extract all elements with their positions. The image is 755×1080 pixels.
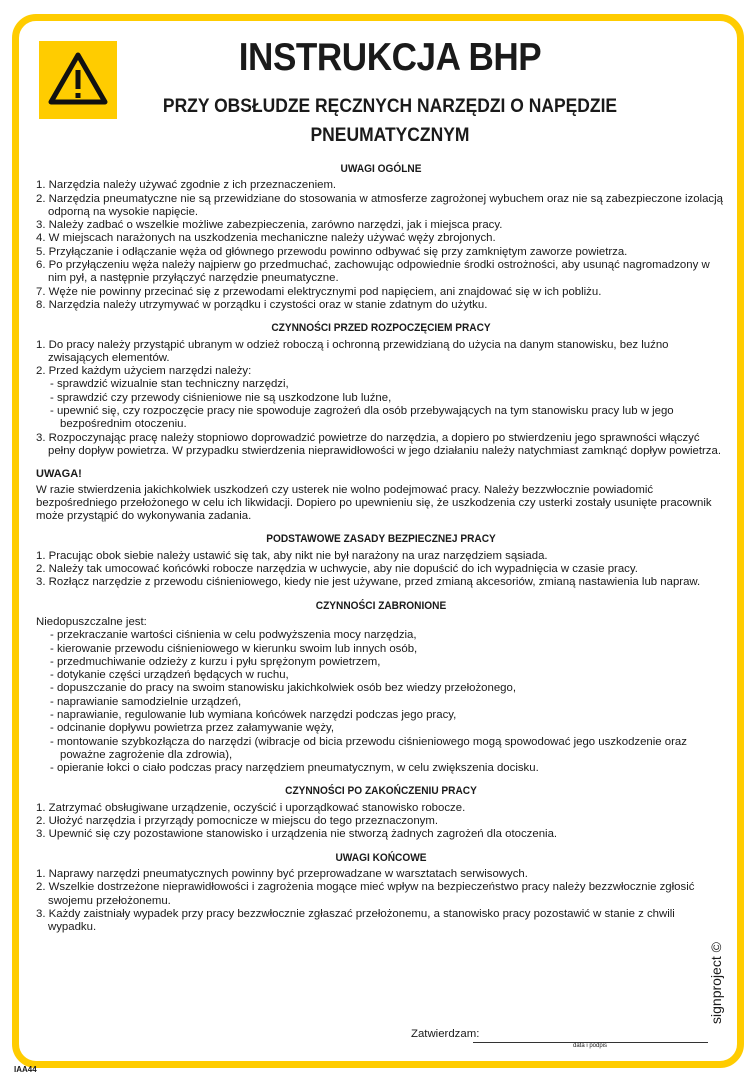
section-general xyxy=(36,163,726,312)
brand-logo: signproject © xyxy=(708,942,724,1024)
section-final xyxy=(36,852,726,935)
product-code: IAA44 xyxy=(14,1065,37,1074)
list-item: 1. Narzędzia należy używać zgodnie z ich przeznaczeniem. xyxy=(36,179,337,192)
subtitle-line: PNEUMATYCZNYM xyxy=(310,125,470,146)
list-item: 3. Należy zadbać o wszelkie możliwe zabezpieczenia, zarówno narzędzi, jak i miejsca pracy. xyxy=(36,219,503,232)
section-heading: UWAGI KOŃCOWE xyxy=(335,851,427,864)
list-item: 1. Pracując obok siebie należy ustawić się tak, aby nikt nie był narażony na uraz narzędziem sąsiada. xyxy=(36,549,548,562)
subtitle-line: PRZY OBSŁUDZE RĘCZNYCH NARZĘDZI O NAPĘDZIE xyxy=(162,96,618,117)
section-rules xyxy=(36,533,726,589)
signature-caption: data i podpis xyxy=(572,1043,608,1049)
list-item: 3. Upewnić się czy pozostawione stanowisko i urządzenia nie stworzą żadnych zagrożeń dla otoczenia. xyxy=(36,828,558,841)
list-item: 1. Do pracy należy przystąpić ubranym w odzież roboczą i ochronną przewidzianą do użycia na danym stanowisku, bez luźno zwisających elementów. xyxy=(36,338,669,364)
section-after-work xyxy=(36,785,726,841)
list-item: 3. Rozpoczynając pracę należy stopniowo doprowadzić powietrze do narzędzia, a dopiero po stwierdzeniu jego sprawności włączyć pełny dopływ powietrza. W przypadku stwierdzenia nieprawidłowości w jego działaniu należy natychmiast zamknąć dopływ powietrza. xyxy=(36,431,721,457)
sub-item: - opieranie łokci o ciało podczas pracy narzędziem pneumatycznym, w celu zwiększenia docisku. xyxy=(50,762,539,775)
list-item: 7. Węże nie powinny przecinać się z przewodami elektrycznymi pod napięciem, ani znajdować się w ich pobliżu. xyxy=(36,285,602,298)
sub-item: - naprawianie samodzielnie urządzeń, xyxy=(50,695,242,708)
list-item: 3. Każdy zaistniały wypadek przy pracy bezzwłocznie zgłaszać przełożonemu, a stanowisko pracy pozostawić w stanie z chwili wypadku. xyxy=(36,907,675,934)
section-heading: CZYNNOŚCI PO ZAKOŃCZENIU PRACY xyxy=(285,785,477,798)
sub-item: - przekraczanie wartości ciśnienia w celu podwyższenia mocy narzędzia, xyxy=(50,629,417,642)
sub-item: - montowanie szybkozłącza do narzędzi (wibracje od bicia przewodu ciśnieniowego mogą spowodować jego uszkodzenie oraz poważne zagrożenie dla zdrowia), xyxy=(50,735,687,761)
list-item: 8. Narzędzia należy utrzymywać w porządku i czystości oraz w stanie zdatnym do użytku. xyxy=(36,298,488,311)
sub-item: - dopuszczanie do pracy na swoim stanowisku jakichkolwiek osób bez wiedzy przełożonego, xyxy=(50,682,516,695)
sub-item: - dotykanie części urządzeń będących w ruchu, xyxy=(50,669,289,682)
list-item: 6. Po przyłączeniu węża należy najpierw go przedmuchać, zachowując odpowiednie środki ostrożności, aby usunąć nagromadzony w nim pył, a następnie przyłączyć narzędzie pneumatyczne. xyxy=(36,259,710,285)
section-warning xyxy=(36,468,726,523)
list-item: 3. Rozłącz narzędzie z przewodu ciśnieniowego, kiedy nie jest używane, przed zmianą akcesoriów, zmianą nastawienia lub napraw. xyxy=(36,576,701,589)
sub-item: - sprawdzić czy przewody ciśnieniowe nie są uszkodzone lub luźne, xyxy=(50,391,392,404)
page-subtitle xyxy=(142,92,639,150)
instruction-content xyxy=(36,163,726,944)
sub-item: - naprawianie, regulowanie lub wymiana końcówek narzędzi podczas jego pracy, xyxy=(50,708,457,721)
list-item: 2. Należy tak umocować końcówki robocze narzędzia w uchwycie, aby nie dopuścić do ich wypadnięcia w czasie pracy. xyxy=(36,563,638,576)
list-item: 2. Ułożyć narzędzia i przyrządy pomocnicze w miejscu do tego przeznaczonym. xyxy=(36,815,439,828)
warning-icon xyxy=(39,41,117,119)
list-item: 2. Przed każdym użyciem narzędzi należy: xyxy=(36,365,252,378)
section-heading: PODSTAWOWE ZASADY BEZPIECZNEJ PRACY xyxy=(266,533,496,546)
list-item: 1. Naprawy narzędzi pneumatycznych powinny być przeprowadzane w warsztatach serwisowych. xyxy=(36,867,528,880)
list-item: 5. Przyłączanie i odłączanie węża od głównego przewodu powinno odbywać się przy zamkniętym zaworze powietrza. xyxy=(36,245,628,258)
list-item: 2. Wszelkie dostrzeżone nieprawidłowości i zagrożenia mogące mieć wpływ na bezpieczeństwo pracy należy bezzwłocznie zgłosić swojemu przełożonemu. xyxy=(36,881,695,907)
section-before-work xyxy=(36,322,726,458)
page-title: INSTRUKCJA BHP xyxy=(238,36,542,79)
section-forbidden xyxy=(36,600,726,776)
list-item: 2. Narzędzia pneumatyczne nie są przewidziane do stosowania w atmosferze zagrożonej wybuchem oraz nie są zabezpieczone izolacją odporną na wysokie napięcie. xyxy=(36,192,723,218)
section-heading: UWAGI OGÓLNE xyxy=(340,163,422,175)
warning-heading: UWAGA! xyxy=(36,468,82,481)
section-heading: CZYNNOŚCI PRZED ROZPOCZĘCIEM PRACY xyxy=(271,322,491,335)
list-item: 4. W miejscach narażonych na uszkodzenia mechaniczne należy używać węży zbrojonych. xyxy=(36,232,496,245)
list-item: 1. Zatrzymać obsługiwane urządzenie, oczyścić i uporządkować stanowisko robocze. xyxy=(36,801,466,814)
approve-label: Zatwierdzam: xyxy=(411,1028,480,1040)
section-heading: CZYNNOŚCI ZABRONIONE xyxy=(315,599,447,612)
sub-item: - sprawdzić wizualnie stan techniczny narzędzi, xyxy=(50,378,289,391)
sub-item: - przedmuchiwanie odzieży z kurzu i pyłu sprężonym powietrzem, xyxy=(50,655,381,668)
forbidden-intro: Niedopuszczalne jest: xyxy=(36,615,147,628)
sub-item: - upewnić się, czy rozpoczęcie pracy nie spowoduje zagrożeń dla osób przebywających na tym stanowisku pracy lub w jego bezpośrednim otoczeniu. xyxy=(50,405,674,431)
warning-text: W razie stwierdzenia jakichkolwiek uszkodzeń czy usterek nie wolno podejmować pracy. Należy bezzwłocznie powiadomić bezpośredniego przełożonego w celu ich likwidacji. Dopiero po upewnieniu się, że uszkodzenia czy usterki zostały usunięte pracownik może przystąpić do wykonywania zadania. xyxy=(36,483,712,523)
sub-item: - kierowanie przewodu ciśnieniowego w kierunku swoim lub innych osób, xyxy=(50,642,418,655)
sub-item: - odcinanie dopływu powietrza przez załamywanie węży, xyxy=(50,722,335,735)
